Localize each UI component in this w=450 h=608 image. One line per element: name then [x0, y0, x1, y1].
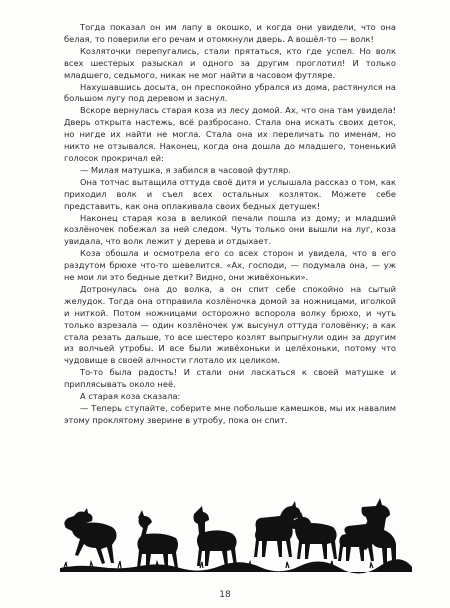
paragraph: То-то была радость! И стали они ласкаться к своей матушке и приплясывать около неё. [64, 367, 396, 390]
goat-kid-1 [64, 508, 116, 564]
story-text [64, 22, 396, 427]
paragraph: Нахушавшись досыта, он преспокойно убрался из дома, растянулся на большом лугу под деревом и заснул. [64, 81, 396, 104]
page-number: 18 [219, 590, 231, 600]
paragraph: Козляточки перепугались, стали прятаться, кто где успел. Но волк всех шестерых разыскал и одного за другим проглотил! И только младшего, седьмого, никак не мог найти в часовом футляре. [64, 45, 396, 80]
paragraph: Тогда показал он им лапу в окошко, и когда они увидели, что она белая, то поверили его речам и отомкнули дверь. А вошёл-то — волк! [64, 22, 396, 44]
paragraph: Наконец старая коза в великой печали пошла из дому; и младший козлёночек побежал за ней следом. Чуть только они вышли на луг, коза увидала, что волк лежит у дерева и отдыхает. [64, 212, 396, 247]
goat-kid-2 [137, 510, 178, 568]
paragraph: — Милая матушка, я забился в часовой футляр. [80, 164, 291, 175]
goat-kids-silhouette-illustration [60, 488, 412, 576]
paragraph: Дотронулась она до волка, а он спит себе спокойно на сытый желудок. Тогда она отправила козлёночка домой за ножницами, иголкой и ниткой. Потом ножницами осторожно вспорола волку брюхо, и чуть только взрезала — один козлёночек уж высунул оттуда головёнку; а как стала резать дальше, то все шестеро козлят выпрыгнули один за другим из волчьей утробы. И все были живёхоньки и целёхоньки, потому что чудовище в своей алчности глотало их целиком. [64, 283, 396, 366]
goat-kid-3 [194, 506, 238, 566]
paragraph: А старая коза сказала: [80, 391, 181, 402]
paragraph: Коза обошла и осмотрела его со всех сторон и увидела, что в его раздутом брюхе что-то шевелится. «Ах, господи, — подумала она, — уж не мои ли это бедные детки? Видно, они живёхоньки». [64, 248, 396, 283]
goat-kid-4 [254, 501, 301, 557]
paragraph: — Теперь ступайте, соберите мне побольше камешков, мы их навалим этому проклятому зверине в утробу, пока он спит. [64, 403, 396, 425]
goat-kid-5 [289, 512, 337, 559]
paragraph: Вскоре вернулась старая коза из лесу домой. Ах, что она там увидела! Дверь открыта настежь, всё разбросано. Стала она искать своих деток, но нигде их найти не могла. Стала она их переличать по именам, но никто не отзывался. Наконец, когда она дошла до младшего, тоненький голосок прокричал ей: [64, 105, 396, 163]
paragraph: Она тотчас вытащила оттуда своё дитя и услышала рассказ о том, как приходил волк и съел всех остальных козляток. Можете себе представить, как она оплакивала своих бедных детушек! [64, 176, 396, 211]
